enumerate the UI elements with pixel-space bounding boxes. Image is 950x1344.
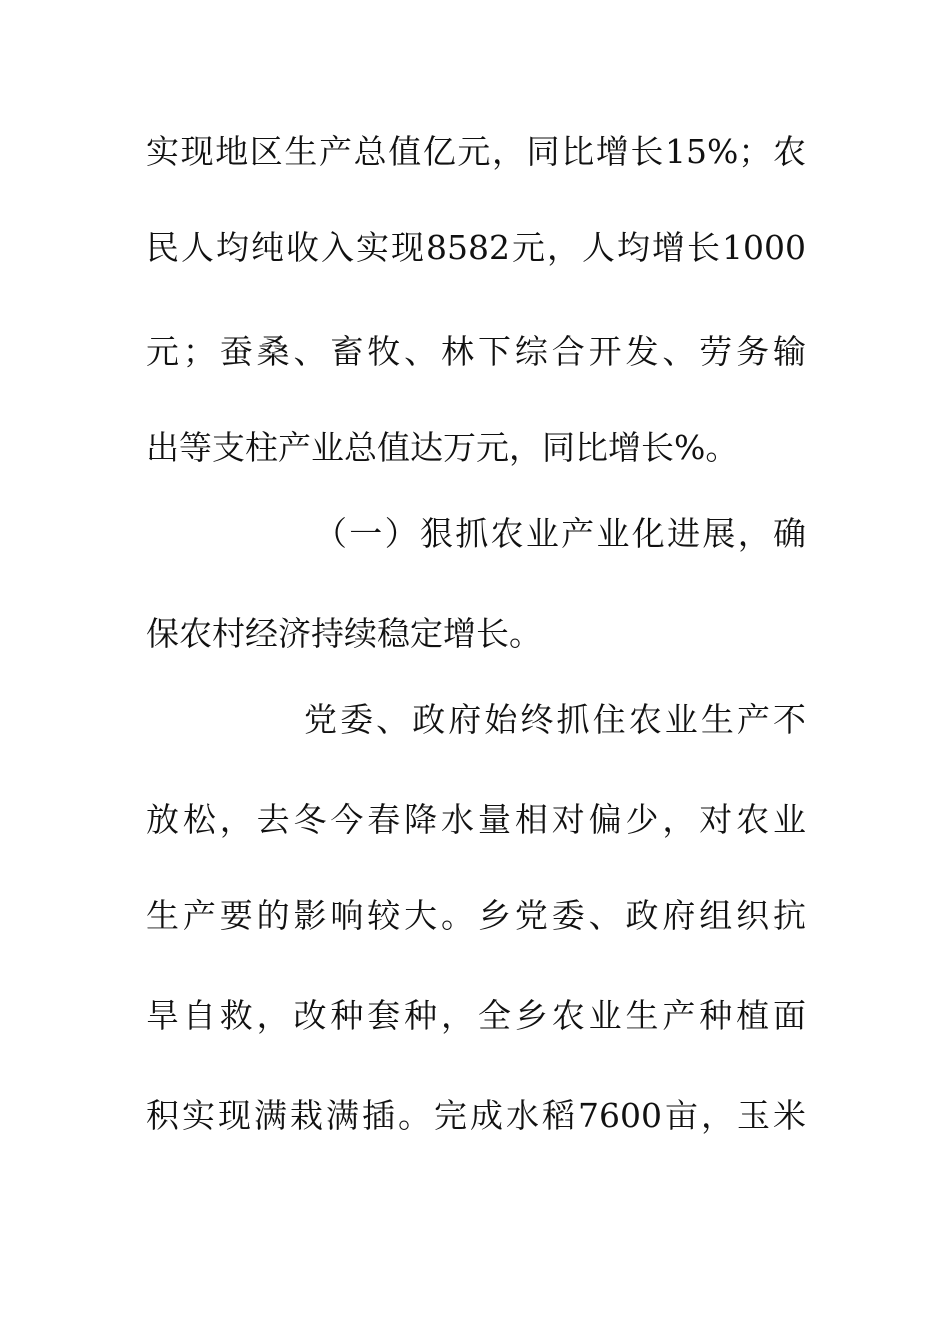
- text-line-3: 元；蚕桑、畜牧、林下综合开发、劳务输: [146, 332, 806, 371]
- text-line-11: 积实现满栽满插。完成水稻7600亩，玉米: [146, 1096, 806, 1135]
- text-line-4: 出等支柱产业总值达万元，同比增长%。: [146, 428, 739, 467]
- text-line-10: 旱自救，改种套种，全乡农业生产种植面: [146, 996, 806, 1035]
- section-heading-line-1: （一）狠抓农业产业化进展，确: [314, 514, 806, 553]
- section-heading-line-2: 保农村经济持续稳定增长。: [146, 614, 542, 653]
- text-line-9: 生产要的影响较大。乡党委、政府组织抗: [146, 896, 806, 935]
- text-line-2: 民人均纯收入实现8582元，人均增长1000: [146, 228, 806, 267]
- text-line-8: 放松，去冬今春降水量相对偏少，对农业: [146, 800, 806, 839]
- paragraph-first-line: 党委、政府始终抓住农业生产不: [304, 700, 806, 739]
- text-line-1: 实现地区生产总值亿元，同比增长15%；农: [146, 132, 806, 171]
